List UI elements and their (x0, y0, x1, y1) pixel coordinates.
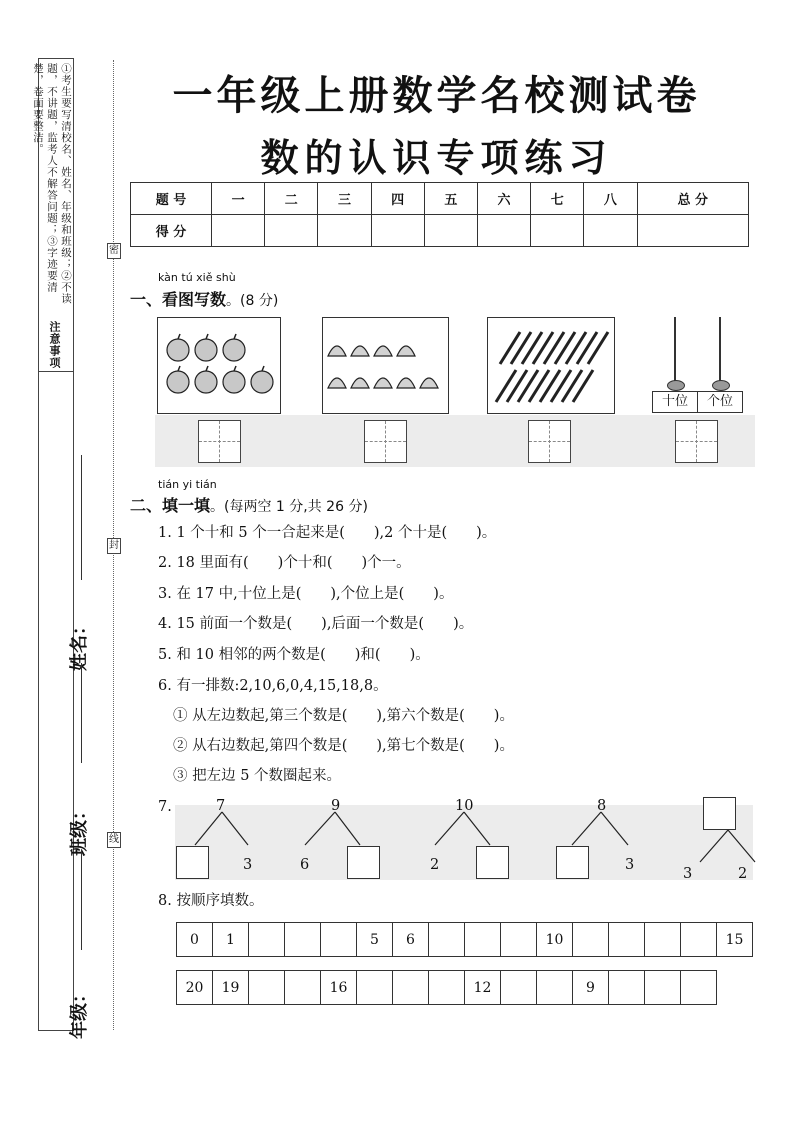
pencil-icons (488, 318, 614, 413)
apples-picture (157, 317, 281, 414)
score-cell[interactable] (318, 215, 371, 247)
question-7-label: 7. (158, 799, 172, 815)
question-6-sub3: ③ 把左边 5 个数圈起来。 (173, 768, 342, 784)
abacus-bead (712, 380, 730, 391)
question-2: 2. 18 里面有( )个十和( )个一。 (158, 555, 411, 571)
sequence-cell[interactable] (681, 923, 717, 957)
sequence-row-1 (176, 922, 753, 957)
score-header-cell: 六 (477, 183, 530, 215)
sequence-cell[interactable] (609, 971, 645, 1005)
bond1-top: 7 (216, 798, 226, 814)
score-header-cell: 题 号 (131, 183, 212, 215)
sequence-cell[interactable] (681, 971, 717, 1005)
seal-xian: 线 (107, 832, 121, 848)
sequence-cell[interactable] (285, 971, 321, 1005)
grade-label: 年级： (69, 985, 90, 1039)
sequence-cell[interactable] (465, 923, 501, 957)
abacus-rod-tens (674, 317, 676, 385)
sequence-cell: 15 (717, 923, 753, 957)
section2-heading: 二、填一填 (130, 496, 211, 515)
sequence-cell[interactable] (609, 923, 645, 957)
bond4-right: 3 (625, 857, 635, 873)
pencils-picture (487, 317, 615, 414)
score-header-cell: 四 (371, 183, 424, 215)
sequence-cell[interactable] (645, 923, 681, 957)
answer-grid-box[interactable] (675, 420, 718, 463)
answer-grid-box[interactable] (198, 420, 241, 463)
bond3-top: 10 (455, 798, 474, 814)
score-cell[interactable] (212, 215, 265, 247)
name-label: 姓名： (69, 617, 90, 671)
page-title: 一年级上册数学名校测试卷 (172, 73, 701, 119)
sequence-cell[interactable] (249, 923, 285, 957)
sequence-cell: 6 (393, 923, 429, 957)
section1-title (130, 287, 278, 310)
page-subtitle: 数的认识专项练习 (260, 136, 613, 180)
score-row-label: 得 分 (131, 215, 212, 247)
section1-heading: 一、看图写数 (130, 290, 227, 309)
question-6: 6. 有一排数:2,10,6,0,4,15,18,8。 (158, 678, 388, 694)
seal-feng: 封 (107, 538, 121, 554)
sequence-cell: 10 (537, 923, 573, 957)
score-cell[interactable] (477, 215, 530, 247)
peach-icons (323, 318, 448, 413)
bond4-left-box[interactable] (556, 846, 589, 879)
abacus-rod-ones (719, 317, 721, 385)
section2-pinyin: tián yi tián (158, 478, 217, 491)
question-1: 1. 1 个十和 5 个一合起来是( ),2 个十是( )。 (158, 525, 497, 541)
abacus-bead (667, 380, 685, 391)
sequence-cell[interactable] (321, 923, 357, 957)
class-line (81, 663, 82, 763)
sequence-cell[interactable] (285, 923, 321, 957)
name-line (81, 455, 82, 580)
class-label: 班级： (69, 802, 90, 856)
score-header-cell: 八 (584, 183, 637, 215)
sequence-cell[interactable] (537, 971, 573, 1005)
score-header-cell: 七 (531, 183, 584, 215)
question-6-sub1: ① 从左边数起,第三个数是( ),第六个数是( )。 (173, 708, 514, 724)
question-3: 3. 在 17 中,十位上是( ),个位上是( )。 (158, 586, 454, 602)
section1-points: 。(8 分) (226, 293, 279, 309)
score-cell[interactable] (531, 215, 584, 247)
section1-pinyin: kàn tú xiě shù (158, 271, 236, 284)
sequence-cell: 1 (213, 923, 249, 957)
bond4-top: 8 (597, 798, 607, 814)
score-header-cell: 总 分 (637, 183, 749, 215)
sequence-cell: 16 (321, 971, 357, 1005)
bond2-top: 9 (331, 798, 341, 814)
answer-grid-box[interactable] (364, 420, 407, 463)
sequence-cell: 12 (465, 971, 501, 1005)
bond5-top-box[interactable] (703, 797, 736, 830)
sequence-cell[interactable] (501, 923, 537, 957)
section2-title (130, 493, 368, 516)
score-cell[interactable] (637, 215, 749, 247)
score-cell[interactable] (424, 215, 477, 247)
bond5-left: 3 (683, 866, 693, 882)
sequence-cell[interactable] (645, 971, 681, 1005)
score-header-cell: 五 (424, 183, 477, 215)
section2-points: 。(每两空 1 分,共 26 分) (210, 499, 368, 515)
bond2-left: 6 (300, 857, 310, 873)
seal-mi: 密 (107, 243, 121, 259)
score-header-cell: 一 (212, 183, 265, 215)
score-header-cell: 三 (318, 183, 371, 215)
sequence-cell[interactable] (357, 971, 393, 1005)
sequence-cell[interactable] (249, 971, 285, 1005)
bond2-right-box[interactable] (347, 846, 380, 879)
abacus-picture (650, 317, 750, 414)
question-6-sub2: ② 从右边数起,第四个数是( ),第七个数是( )。 (173, 738, 514, 754)
score-header-cell: 二 (265, 183, 318, 215)
score-table (130, 182, 749, 247)
sequence-cell[interactable] (501, 971, 537, 1005)
ones-place-label: 个位 (697, 391, 743, 413)
bond1-left-box[interactable] (176, 846, 209, 879)
bond1-right: 3 (243, 857, 253, 873)
sequence-cell[interactable] (429, 971, 465, 1005)
answer-grid-box[interactable] (528, 420, 571, 463)
sequence-cell: 0 (177, 923, 213, 957)
sequence-row-2 (176, 970, 717, 1005)
question-8: 8. 按顺序填数。 (158, 893, 264, 909)
student-info-box (38, 370, 74, 1031)
sequence-cell: 19 (213, 971, 249, 1005)
notes-label: 注意事项 (48, 321, 61, 369)
sequence-cell: 5 (357, 923, 393, 957)
apple-icons (158, 318, 280, 413)
question-5: 5. 和 10 相邻的两个数是( )和( )。 (158, 647, 430, 663)
grade-line (81, 850, 82, 950)
sequence-cell[interactable] (429, 923, 465, 957)
sequence-cell: 20 (177, 971, 213, 1005)
score-cell[interactable] (371, 215, 424, 247)
bond5-right: 2 (738, 866, 748, 882)
bond3-right-box[interactable] (476, 846, 509, 879)
question-4: 4. 15 前面一个数是( ),后面一个数是( )。 (158, 616, 474, 632)
tens-place-label: 十位 (652, 391, 698, 413)
exam-notes: ①考生要写清校名、姓名、年级和班级；②不读题，不讲题，监考人不解答问题；③字迹要清楚，卷面要整洁。 (32, 63, 72, 305)
answer-band (155, 415, 755, 467)
sequence-cell[interactable] (393, 971, 429, 1005)
score-cell[interactable] (265, 215, 318, 247)
sequence-cell[interactable] (573, 923, 609, 957)
peaches-picture (322, 317, 449, 414)
bond3-left: 2 (430, 857, 440, 873)
sequence-cell: 9 (573, 971, 609, 1005)
score-cell[interactable] (584, 215, 637, 247)
